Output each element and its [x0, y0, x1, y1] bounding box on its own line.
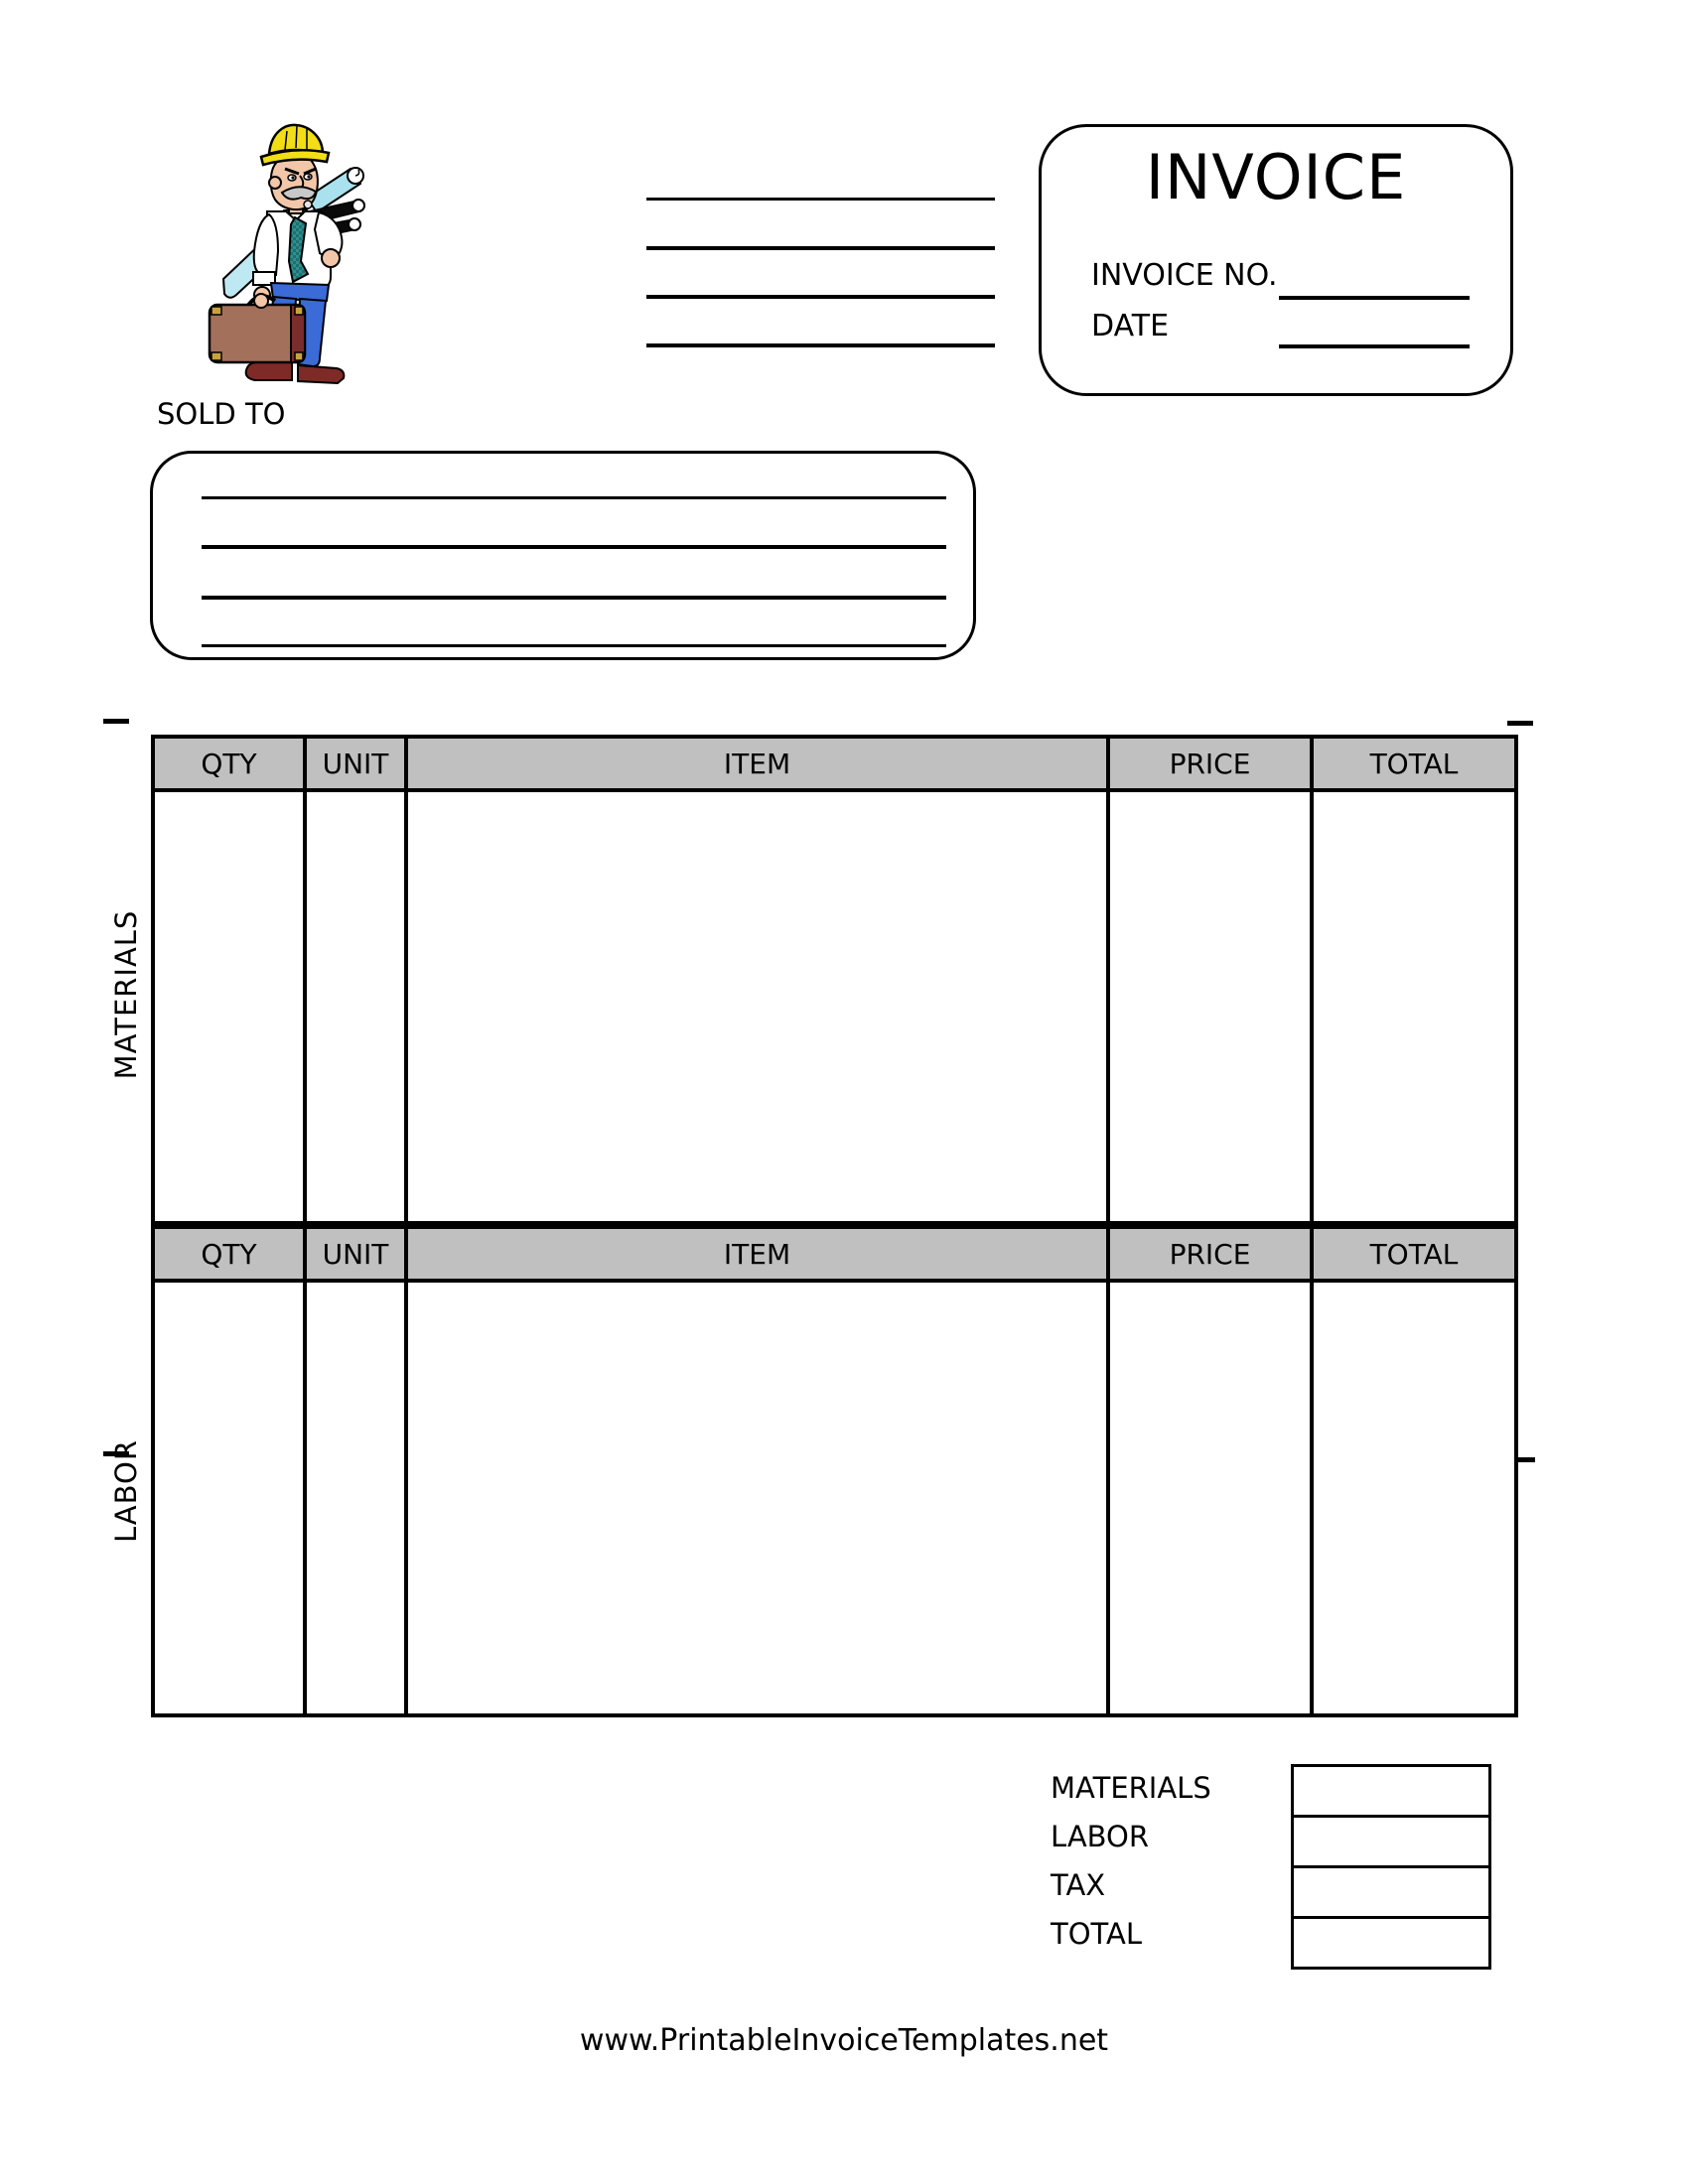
- crop-mark: [1507, 721, 1533, 726]
- invoice-template-page: INVOICE INVOICE NO. DATE SOLD TO MATERIALS LABOR QTY UNIT ITEM PRICE TOTAL QTY UNIT ITEM PRICE TOTAL MATERIALS LABOR TAX TOTAL www.PrintableInvoiceTemplates.net: [0, 0, 1688, 2184]
- total-header: TOTAL: [1312, 737, 1516, 790]
- labor-price-cell[interactable]: [1108, 1281, 1312, 1715]
- labor-total-cell[interactable]: [1312, 1281, 1516, 1715]
- invoice-number-label: INVOICE NO.: [1091, 258, 1278, 293]
- sold-to-box: [150, 451, 976, 660]
- sold-to-line[interactable]: [202, 496, 946, 499]
- materials-body-row: [153, 790, 1516, 1223]
- materials-total-cell[interactable]: [1312, 790, 1516, 1223]
- footer: [0, 2023, 1688, 2058]
- unit-header: UNIT: [305, 1227, 406, 1281]
- sold-to-line[interactable]: [202, 545, 946, 549]
- total-header: TOTAL: [1312, 1227, 1516, 1281]
- summary-labels: [1051, 1764, 1211, 1959]
- summary-labor-label: LABOR: [1051, 1820, 1150, 1853]
- crop-mark: [103, 719, 129, 724]
- summary-value-box: [1291, 1764, 1491, 1970]
- labor-header-row: [153, 1227, 1516, 1281]
- qty-header: QTY: [153, 737, 305, 790]
- date-field[interactable]: [1279, 344, 1470, 348]
- invoice-header-panel: [1039, 124, 1513, 396]
- summary-total-value-cell[interactable]: [1293, 1918, 1490, 1969]
- labor-unit-cell[interactable]: [305, 1281, 406, 1715]
- unit-header: UNIT: [305, 737, 406, 790]
- summary-labor-value-cell[interactable]: [1293, 1817, 1490, 1867]
- qty-header: QTY: [153, 1227, 305, 1281]
- labor-item-cell[interactable]: [406, 1281, 1108, 1715]
- sold-to-line[interactable]: [202, 644, 946, 647]
- price-header: PRICE: [1108, 737, 1312, 790]
- materials-price-cell[interactable]: [1108, 790, 1312, 1223]
- item-header: ITEM: [406, 1227, 1108, 1281]
- summary-tax-value-cell[interactable]: [1293, 1867, 1490, 1918]
- summary-tax-label: TAX: [1051, 1868, 1106, 1902]
- company-info-line[interactable]: [646, 343, 995, 347]
- invoice-number-field[interactable]: [1279, 296, 1470, 300]
- materials-unit-cell[interactable]: [305, 790, 406, 1223]
- sold-to-label: SOLD TO: [157, 397, 286, 431]
- company-info-line[interactable]: [646, 198, 995, 201]
- contractor-clipart: [204, 112, 367, 395]
- summary-materials-value-cell[interactable]: [1293, 1766, 1490, 1817]
- materials-header-row: [153, 737, 1516, 790]
- labor-qty-cell[interactable]: [153, 1281, 305, 1715]
- price-header: PRICE: [1108, 1227, 1312, 1281]
- sold-to-line[interactable]: [202, 596, 946, 600]
- date-label: DATE: [1091, 309, 1170, 343]
- materials-table: [151, 735, 1518, 1225]
- materials-item-cell[interactable]: [406, 790, 1108, 1223]
- labor-table: [151, 1225, 1518, 1717]
- invoice-title: INVOICE: [1145, 141, 1407, 213]
- footer-link[interactable]: www.PrintableInvoiceTemplates.net: [579, 2023, 1109, 2058]
- company-info-line[interactable]: [646, 246, 995, 250]
- item-header: ITEM: [406, 737, 1108, 790]
- summary-total-label: TOTAL: [1051, 1917, 1142, 1951]
- summary-materials-label: MATERIALS: [1051, 1771, 1211, 1805]
- company-info-line[interactable]: [646, 295, 995, 299]
- labor-body-row: [153, 1281, 1516, 1715]
- materials-qty-cell[interactable]: [153, 790, 305, 1223]
